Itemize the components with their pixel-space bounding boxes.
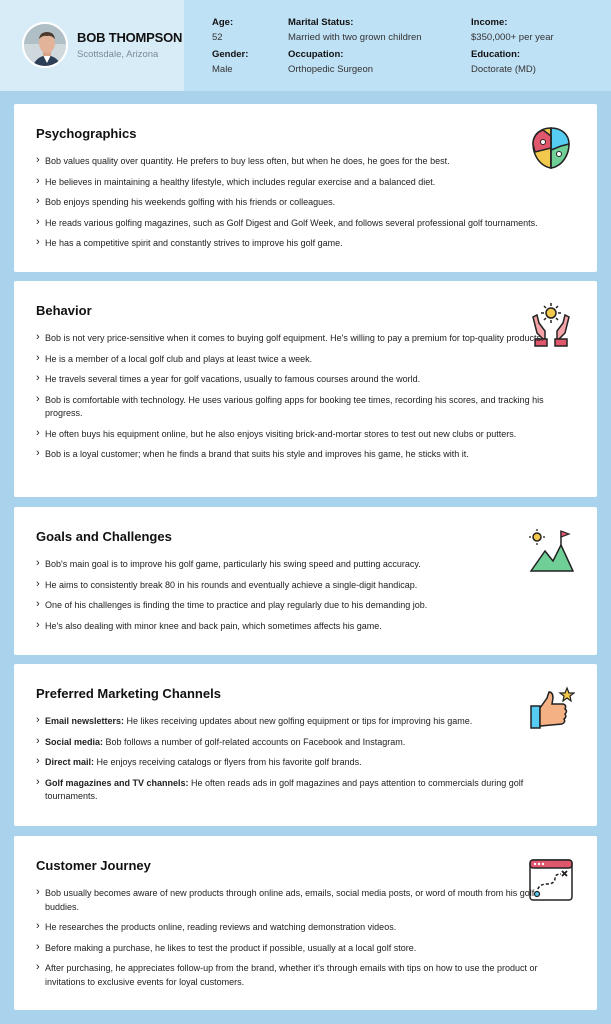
gender-label: Gender: xyxy=(212,49,249,60)
behavior-list xyxy=(36,332,546,469)
list-item xyxy=(36,756,546,770)
age-label: Age: xyxy=(212,17,234,28)
list-item: › He reads various golfing magazines, such as Golf Digest and Golf Week, and follows several professional golf tournaments. xyxy=(36,217,546,231)
section-title: Preferred Marketing Channels xyxy=(36,686,221,701)
list-item xyxy=(36,715,546,729)
channel-text: He often reads ads in golf magazines and pays attention to commercials during golf tournaments. xyxy=(45,777,524,801)
list-item: › He aims to consistently break 80 in his rounds and eventually achieve a single-digit handicap. xyxy=(36,579,546,593)
behavior-card xyxy=(14,281,597,497)
section-title: Psychographics xyxy=(36,126,137,141)
persona-location: Scottsdale, Arizona xyxy=(77,49,159,60)
marketing-card xyxy=(14,664,597,826)
goals-card xyxy=(14,507,597,655)
occupation-label: Occupation: xyxy=(288,49,344,60)
journey-list xyxy=(36,887,546,996)
list-item: › He has a competitive spirit and constantly strives to improve his golf game. xyxy=(36,237,546,251)
occupation-value: Orthopedic Surgeon xyxy=(288,64,374,75)
income-field xyxy=(471,17,554,44)
income-value: $350,000+ per year xyxy=(471,32,554,43)
marital-label: Marital Status: xyxy=(288,17,354,28)
list-item: › Bob values quality over quantity. He prefers to buy less often, but when he does, he goes for the best. xyxy=(36,155,546,169)
gender-value: Male xyxy=(212,64,233,75)
list-item xyxy=(36,777,546,804)
list-item: › Bob's main goal is to improve his golf game, particularly his swing speed and putting accuracy. xyxy=(36,558,546,572)
gender-field xyxy=(212,49,248,76)
goals-list xyxy=(36,558,546,640)
marketing-list xyxy=(36,715,546,811)
list-item: › Bob usually becomes aware of new products through online ads, emails, social media posts, or word of mouth from his golf buddies. xyxy=(36,887,546,914)
list-item: › Bob enjoys spending his weekends golfing with his friends or colleagues. xyxy=(36,196,546,210)
section-title: Customer Journey xyxy=(36,858,151,873)
education-label: Education: xyxy=(471,49,521,60)
list-item: › He's also dealing with minor knee and back pain, which sometimes affects his game. xyxy=(36,620,546,634)
income-label: Income: xyxy=(471,17,508,28)
channel-text: He enjoys receiving catalogs or flyers from his favorite golf brands. xyxy=(94,757,362,767)
marital-value: Married with two grown children xyxy=(288,32,422,43)
age-value: 52 xyxy=(212,32,223,43)
channel-label: Social media: xyxy=(45,736,104,747)
persona-name: BOB THOMPSON xyxy=(77,30,183,45)
list-item: › He researches the products online, reading reviews and watching demonstration videos. xyxy=(36,921,546,935)
age-field xyxy=(212,17,233,44)
channel-label: Direct mail: xyxy=(45,757,95,767)
channel-label: Email newsletters: xyxy=(45,716,125,726)
section-title: Goals and Challenges xyxy=(36,529,172,544)
marital-field xyxy=(288,17,422,44)
list-item: › Bob is not very price-sensitive when it comes to buying golf equipment. He's willing to pay a premium for top-quality products. xyxy=(36,332,546,346)
avatar xyxy=(22,22,68,68)
education-field xyxy=(471,49,536,76)
channel-text: He likes receiving updates about new golfing equipment or tips for improving his game. xyxy=(124,716,473,726)
list-item: › He is a member of a local golf club and plays at least twice a week. xyxy=(36,353,546,367)
channel-label: Golf magazines and TV channels: xyxy=(45,777,189,788)
list-item: › He often buys his equipment online, but he also enjoys visiting brick-and-mortar stores to test out new clubs or putters. xyxy=(36,428,546,442)
list-item: › Bob is a loyal customer; when he finds a brand that suits his style and improves his game, he sticks with it. xyxy=(36,448,546,462)
list-item: › He travels several times a year for golf vacations, usually to famous courses around the world. xyxy=(36,373,546,387)
list-item xyxy=(36,736,546,750)
education-value: Doctorate (MD) xyxy=(471,64,536,75)
profile-panel xyxy=(0,0,184,91)
psychographics-card xyxy=(14,104,597,272)
list-item: › Bob is comfortable with technology. He uses various golfing apps for booking tee times, recording his scores, and tracking his progress. xyxy=(36,394,546,421)
persona-header xyxy=(0,0,611,91)
journey-card xyxy=(14,836,597,1010)
list-item: › After purchasing, he appreciates follow-up from the brand, whether it's through emails with tips on how to use the product or invitations to exclusive events for loyal customers. xyxy=(36,962,546,989)
list-item: › Before making a purchase, he likes to test the product if possible, usually at a local golf store. xyxy=(36,942,546,956)
psychographics-list xyxy=(36,155,546,258)
occupation-field xyxy=(288,49,373,76)
list-item: › One of his challenges is finding the time to practice and play regularly due to his demanding job. xyxy=(36,599,546,613)
channel-text: Bob follows a number of golf-related accounts on Facebook and Instagram. xyxy=(103,736,406,747)
section-title: Behavior xyxy=(36,303,92,318)
list-item: › He believes in maintaining a healthy lifestyle, which includes regular exercise and a balanced diet. xyxy=(36,176,546,190)
